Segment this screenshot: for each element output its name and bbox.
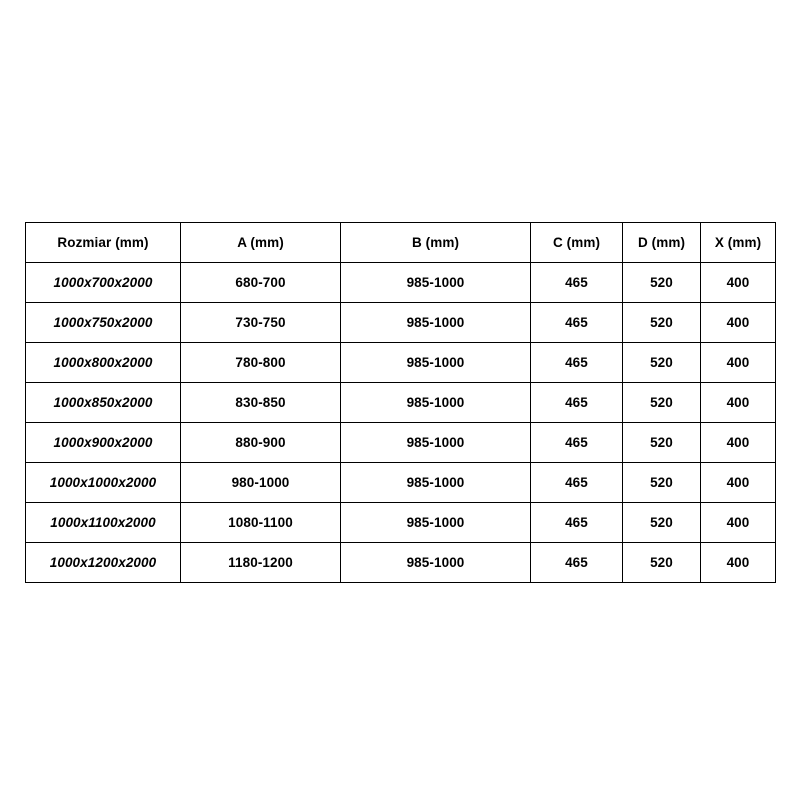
table-row [26, 503, 776, 543]
cell-d: 520 [623, 543, 701, 583]
cell-c: 465 [531, 543, 623, 583]
cell-a: 680-700 [181, 263, 341, 303]
cell-x: 400 [701, 503, 776, 543]
table-row [26, 383, 776, 423]
cell-c: 465 [531, 343, 623, 383]
column-header-b: B (mm) [341, 223, 531, 263]
table-row [26, 423, 776, 463]
table-row [26, 303, 776, 343]
table-row [26, 343, 776, 383]
cell-a: 1080-1100 [181, 503, 341, 543]
column-header-c: C (mm) [531, 223, 623, 263]
cell-b: 985-1000 [341, 503, 531, 543]
cell-size: 1000x1000x2000 [26, 463, 181, 503]
table-header-row [26, 223, 776, 263]
table-row [26, 263, 776, 303]
cell-size: 1000x800x2000 [26, 343, 181, 383]
cell-c: 465 [531, 423, 623, 463]
column-header-size: Rozmiar (mm) [26, 223, 181, 263]
cell-x: 400 [701, 303, 776, 343]
cell-b: 985-1000 [341, 343, 531, 383]
cell-c: 465 [531, 463, 623, 503]
cell-d: 520 [623, 463, 701, 503]
cell-d: 520 [623, 303, 701, 343]
table-body [26, 263, 776, 583]
cell-x: 400 [701, 263, 776, 303]
cell-x: 400 [701, 423, 776, 463]
cell-c: 465 [531, 303, 623, 343]
cell-b: 985-1000 [341, 303, 531, 343]
specification-table [25, 222, 776, 583]
cell-b: 985-1000 [341, 263, 531, 303]
cell-a: 830-850 [181, 383, 341, 423]
cell-a: 1180-1200 [181, 543, 341, 583]
cell-c: 465 [531, 383, 623, 423]
cell-x: 400 [701, 463, 776, 503]
cell-d: 520 [623, 423, 701, 463]
column-header-d: D (mm) [623, 223, 701, 263]
cell-size: 1000x900x2000 [26, 423, 181, 463]
cell-c: 465 [531, 503, 623, 543]
column-header-x: X (mm) [701, 223, 776, 263]
table-row [26, 543, 776, 583]
cell-x: 400 [701, 383, 776, 423]
cell-a: 880-900 [181, 423, 341, 463]
cell-x: 400 [701, 543, 776, 583]
cell-size: 1000x1200x2000 [26, 543, 181, 583]
cell-size: 1000x700x2000 [26, 263, 181, 303]
cell-a: 980-1000 [181, 463, 341, 503]
cell-b: 985-1000 [341, 543, 531, 583]
cell-c: 465 [531, 263, 623, 303]
cell-a: 780-800 [181, 343, 341, 383]
spec-table-container [25, 222, 775, 583]
table-header [26, 223, 776, 263]
cell-a: 730-750 [181, 303, 341, 343]
cell-d: 520 [623, 263, 701, 303]
cell-b: 985-1000 [341, 463, 531, 503]
table-row [26, 463, 776, 503]
column-header-a: A (mm) [181, 223, 341, 263]
cell-b: 985-1000 [341, 423, 531, 463]
cell-x: 400 [701, 343, 776, 383]
cell-d: 520 [623, 343, 701, 383]
cell-d: 520 [623, 383, 701, 423]
cell-size: 1000x750x2000 [26, 303, 181, 343]
cell-b: 985-1000 [341, 383, 531, 423]
cell-size: 1000x1100x2000 [26, 503, 181, 543]
cell-size: 1000x850x2000 [26, 383, 181, 423]
cell-d: 520 [623, 503, 701, 543]
